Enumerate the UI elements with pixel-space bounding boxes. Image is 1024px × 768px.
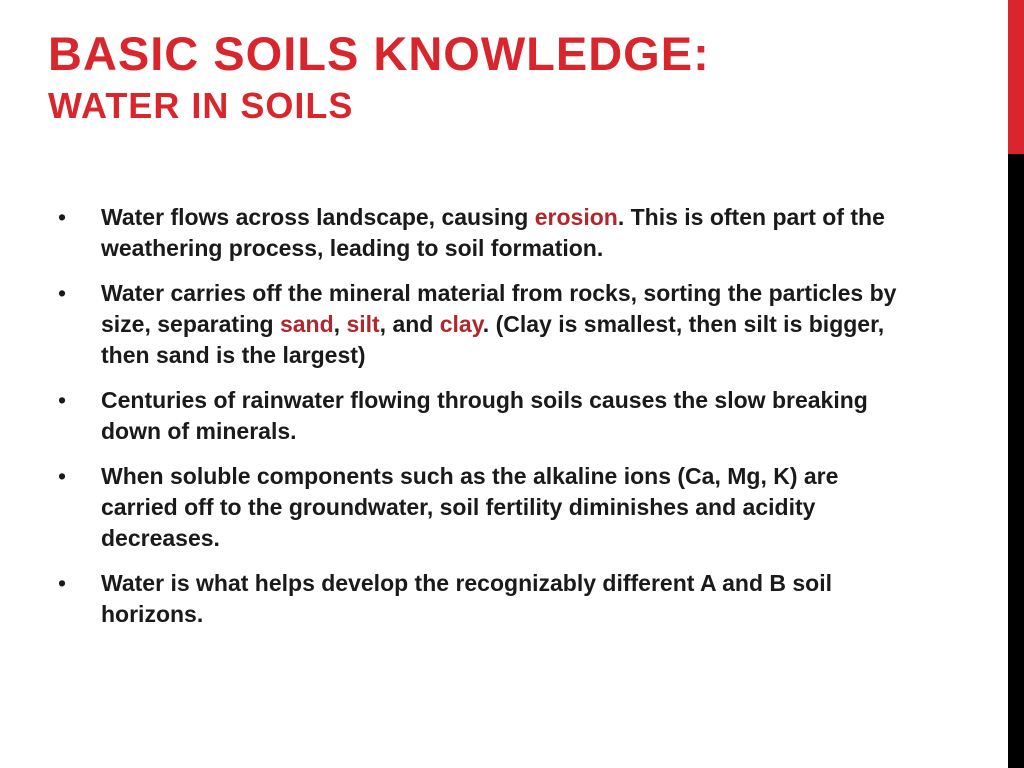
bullet-item-soluble [56,461,906,554]
bullet-text: . (Clay is smallest, then silt is bigger, then sand is the largest) [101,311,885,368]
bullet-dot-icon: • [58,280,67,306]
bullet-text: . This is often part of the weathering process, leading to soil formation. [101,204,885,261]
highlight-silt: silt [346,311,380,337]
bullet-text: When soluble components such as the alkaline ions (Ca, Mg, K) are carried off to the groundwater, soil fertility diminishes and acidity decreases. [101,463,839,551]
slide-body [56,202,906,644]
highlight-sand: sand [279,311,334,337]
bullet-dot-icon: • [58,570,67,596]
bullet-text: Water flows across landscape, causing [101,204,535,230]
bullet-list [56,202,906,630]
title-line-main: BASIC SOILS KNOWLEDGE: [48,27,710,80]
bullet-item-rainwater [56,385,906,447]
bullet-text: Water carries off the mineral material from rocks, sorting the particles by size, separating [101,280,897,337]
bullet-text: , [333,311,347,337]
bullet-item-horizons [56,568,906,630]
bullet-text: Centuries of rainwater flowing through soils causes the slow breaking down of minerals. [101,387,868,444]
bullet-dot-icon: • [58,204,67,230]
accent-bar-red [1008,0,1024,154]
highlight-erosion: erosion [534,204,618,230]
bullet-item-sorting [56,278,906,371]
bullet-dot-icon: • [58,463,67,489]
bullet-item-erosion [56,202,906,264]
title-line-sub: WATER IN SOILS [48,85,354,126]
slide-title [48,27,988,126]
highlight-clay: clay [439,311,483,337]
bullet-text: Water is what helps develop the recognizably different A and B soil horizons. [101,570,833,627]
accent-bar-black [1008,154,1024,768]
bullet-dot-icon: • [58,387,67,413]
bullet-text: , and [379,311,440,337]
